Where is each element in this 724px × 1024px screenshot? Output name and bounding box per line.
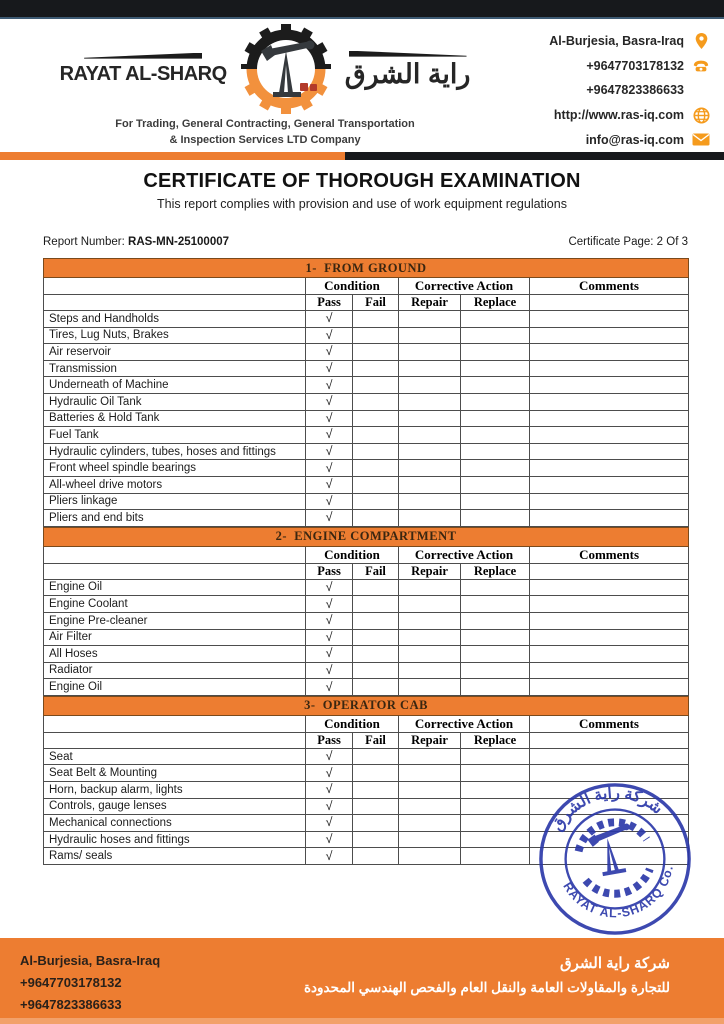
- repair-cell: [399, 410, 461, 427]
- fail-cell: [353, 327, 399, 344]
- fail-cell: [353, 410, 399, 427]
- pass-checkmark-cell: √: [306, 815, 353, 832]
- item-name: Hydraulic cylinders, tubes, hoses and fittings: [44, 443, 306, 460]
- repair-cell: [399, 493, 461, 510]
- comment-cell: [530, 493, 689, 510]
- company-tagline: [115, 117, 415, 148]
- item-name: Fuel Tank: [44, 427, 306, 444]
- contact-website[interactable]: [554, 103, 710, 128]
- repair-cell: [399, 344, 461, 361]
- inspection-row: [44, 765, 689, 782]
- replace-cell: [461, 410, 530, 427]
- fail-cell: [353, 311, 399, 328]
- section-banner: 1- FROM GROUND: [44, 259, 689, 278]
- phone1-text: +9647703178132: [586, 58, 684, 73]
- pass-checkmark-cell: √: [306, 679, 353, 696]
- report-meta-row: [43, 236, 688, 248]
- replace-cell: [461, 510, 530, 527]
- item-name: Underneath of Machine: [44, 377, 306, 394]
- condition-header: Condition: [306, 715, 399, 732]
- replace-cell: [461, 831, 530, 848]
- footer-contact-block: [0, 938, 160, 1024]
- item-name: Tires, Lug Nuts, Brakes: [44, 327, 306, 344]
- comments-subheader-cell: [530, 295, 689, 311]
- email-text[interactable]: info@ras-iq.com: [585, 132, 684, 147]
- item-name: Mechanical connections: [44, 815, 306, 832]
- comment-cell: [530, 410, 689, 427]
- envelope-icon: [692, 131, 710, 149]
- repair-cell: [399, 377, 461, 394]
- comments-header: Comments: [530, 546, 689, 563]
- repair-cell: [399, 815, 461, 832]
- phone-icon: [692, 57, 710, 75]
- replace-cell: [461, 798, 530, 815]
- inspection-row: [44, 579, 689, 596]
- pass-checkmark-cell: √: [306, 311, 353, 328]
- inspection-row: [44, 748, 689, 765]
- fail-cell: [353, 493, 399, 510]
- replace-cell: [461, 360, 530, 377]
- footer-arabic-block: [160, 938, 724, 1024]
- fail-cell: [353, 476, 399, 493]
- fail-cell: [353, 662, 399, 679]
- item-name: Radiator: [44, 662, 306, 679]
- pass-checkmark-cell: √: [306, 596, 353, 613]
- fail-cell: [353, 748, 399, 765]
- repair-header: Repair: [399, 563, 461, 579]
- pass-checkmark-cell: √: [306, 360, 353, 377]
- fail-cell: [353, 596, 399, 613]
- item-name: Engine Oil: [44, 579, 306, 596]
- page-title: CERTIFICATE OF THOROUGH EXAMINATION: [143, 170, 581, 192]
- pass-checkmark-cell: √: [306, 510, 353, 527]
- corrective-action-header: Corrective Action: [399, 278, 530, 295]
- item-name: Pliers and end bits: [44, 510, 306, 527]
- fail-cell: [353, 798, 399, 815]
- replace-cell: [461, 327, 530, 344]
- replace-cell: [461, 646, 530, 663]
- item-name: Batteries & Hold Tank: [44, 410, 306, 427]
- comment-cell: [530, 360, 689, 377]
- comment-cell: [530, 311, 689, 328]
- inspection-row: [44, 646, 689, 663]
- footer-phone-1: +9647703178132: [20, 975, 122, 990]
- comment-cell: [530, 679, 689, 696]
- page-subtitle: This report complies with provision and use of work equipment regulations: [157, 197, 567, 211]
- inspection-section-table: [43, 258, 689, 527]
- inspection-row: [44, 629, 689, 646]
- fail-cell: [353, 377, 399, 394]
- inspection-row: [44, 460, 689, 477]
- inspection-row: [44, 679, 689, 696]
- item-subheader-cell: [44, 732, 306, 748]
- logo-swoosh-right: [349, 51, 467, 57]
- pass-header: Pass: [306, 563, 353, 579]
- contact-address: [549, 29, 710, 54]
- certificate-page-indicator: [568, 236, 688, 248]
- contact-phone-2: [586, 78, 710, 103]
- inspection-row: [44, 493, 689, 510]
- repair-cell: [399, 831, 461, 848]
- footer: [0, 938, 724, 1024]
- fail-header: Fail: [353, 563, 399, 579]
- item-name: Seat Belt & Mounting: [44, 765, 306, 782]
- inspection-row: [44, 410, 689, 427]
- replace-cell: [461, 460, 530, 477]
- report-number-label: Report Number:: [43, 236, 125, 248]
- inspection-row: [44, 427, 689, 444]
- section-banner: 2- ENGINE COMPARTMENT: [44, 527, 689, 546]
- company-logo: [0, 19, 500, 152]
- item-name: Air reservoir: [44, 344, 306, 361]
- fail-cell: [353, 815, 399, 832]
- comment-cell: [530, 629, 689, 646]
- footer-phone-2: +9647823386633: [20, 997, 122, 1012]
- report-number: [43, 236, 229, 248]
- inspection-row: [44, 393, 689, 410]
- condition-header: Condition: [306, 546, 399, 563]
- repair-cell: [399, 848, 461, 865]
- item-name: Rams/ seals: [44, 848, 306, 865]
- replace-cell: [461, 443, 530, 460]
- pass-checkmark-cell: √: [306, 748, 353, 765]
- repair-cell: [399, 476, 461, 493]
- footer-address: Al-Burjesia, Basra-Iraq: [20, 953, 161, 968]
- replace-cell: [461, 748, 530, 765]
- item-header-cell: [44, 546, 306, 563]
- repair-cell: [399, 393, 461, 410]
- replace-cell: [461, 311, 530, 328]
- comments-subheader-cell: [530, 732, 689, 748]
- contact-phone-1: [586, 54, 710, 79]
- repair-cell: [399, 765, 461, 782]
- logo-left-side: [60, 53, 227, 86]
- repair-cell: [399, 782, 461, 799]
- comment-cell: [530, 612, 689, 629]
- item-header-cell: [44, 278, 306, 295]
- repair-cell: [399, 646, 461, 663]
- item-name: Engine Oil: [44, 679, 306, 696]
- tagline-line-1: For Trading, General Contracting, General Transportation: [115, 118, 415, 131]
- address-text: Al-Burjesia, Basra-Iraq: [549, 34, 684, 49]
- pass-checkmark-cell: √: [306, 646, 353, 663]
- contact-email[interactable]: [586, 127, 710, 152]
- divider-bar: [0, 152, 724, 160]
- repair-cell: [399, 360, 461, 377]
- repair-cell: [399, 443, 461, 460]
- fail-cell: [353, 782, 399, 799]
- inspection-row: [44, 510, 689, 527]
- fail-cell: [353, 629, 399, 646]
- location-pin-icon: [692, 32, 710, 50]
- pass-checkmark-cell: √: [306, 377, 353, 394]
- inspection-table: [43, 258, 688, 865]
- fail-cell: [353, 831, 399, 848]
- fail-cell: [353, 443, 399, 460]
- inspection-section-table: [43, 527, 689, 696]
- inspection-row: [44, 360, 689, 377]
- pass-checkmark-cell: √: [306, 443, 353, 460]
- pass-checkmark-cell: √: [306, 579, 353, 596]
- inspection-row: [44, 327, 689, 344]
- repair-cell: [399, 629, 461, 646]
- pass-checkmark-cell: √: [306, 612, 353, 629]
- repair-cell: [399, 427, 461, 444]
- pass-checkmark-cell: √: [306, 493, 353, 510]
- pass-header: Pass: [306, 732, 353, 748]
- item-name: Horn, backup alarm, lights: [44, 782, 306, 799]
- repair-cell: [399, 510, 461, 527]
- inspection-row: [44, 443, 689, 460]
- fail-cell: [353, 765, 399, 782]
- comment-cell: [530, 476, 689, 493]
- pass-checkmark-cell: √: [306, 393, 353, 410]
- item-name: Engine Coolant: [44, 596, 306, 613]
- pass-checkmark-cell: √: [306, 831, 353, 848]
- item-name: Front wheel spindle bearings: [44, 460, 306, 477]
- replace-cell: [461, 662, 530, 679]
- comment-cell: [530, 443, 689, 460]
- section-banner: 3- OPERATOR CAB: [44, 696, 689, 715]
- repair-cell: [399, 662, 461, 679]
- logo-swoosh-left: [84, 53, 202, 59]
- comment-cell: [530, 344, 689, 361]
- fail-cell: [353, 393, 399, 410]
- replace-header: Replace: [461, 295, 530, 311]
- fail-cell: [353, 679, 399, 696]
- item-name: All-wheel drive motors: [44, 476, 306, 493]
- tagline-line-2: & Inspection Services LTD Company: [169, 133, 361, 146]
- logo-row: [60, 23, 471, 115]
- stamp-english-text: RAYAT AL-SHARQ Co.: [560, 864, 676, 921]
- comment-cell: [530, 510, 689, 527]
- comment-cell: [530, 393, 689, 410]
- company-stamp: [523, 767, 706, 950]
- replace-cell: [461, 393, 530, 410]
- logo-right-side: [345, 51, 471, 88]
- replace-cell: [461, 629, 530, 646]
- item-name: Steps and Handholds: [44, 311, 306, 328]
- item-header-cell: [44, 715, 306, 732]
- repair-cell: [399, 798, 461, 815]
- replace-cell: [461, 782, 530, 799]
- comment-cell: [530, 377, 689, 394]
- pass-checkmark-cell: √: [306, 848, 353, 865]
- repair-cell: [399, 460, 461, 477]
- pass-header: Pass: [306, 295, 353, 311]
- repair-header: Repair: [399, 732, 461, 748]
- item-name: Transmission: [44, 360, 306, 377]
- pass-checkmark-cell: √: [306, 476, 353, 493]
- replace-cell: [461, 377, 530, 394]
- comments-header: Comments: [530, 715, 689, 732]
- company-name-arabic: راية الشرق: [344, 58, 471, 89]
- item-name: Pliers linkage: [44, 493, 306, 510]
- item-name: Air Filter: [44, 629, 306, 646]
- replace-cell: [461, 848, 530, 865]
- inspection-row: [44, 344, 689, 361]
- comments-header: Comments: [530, 278, 689, 295]
- inspection-row: [44, 311, 689, 328]
- inspection-row: [44, 476, 689, 493]
- stamp-arabic-text: شركة راية الشرق: [548, 784, 666, 835]
- item-name: Seat: [44, 748, 306, 765]
- report-number-value: RAS-MN-25100007: [128, 236, 230, 248]
- pass-checkmark-cell: √: [306, 327, 353, 344]
- corrective-action-header: Corrective Action: [399, 715, 530, 732]
- item-name: Engine Pre-cleaner: [44, 612, 306, 629]
- item-name: All Hoses: [44, 646, 306, 663]
- certificate-page-label: Certificate Page:: [568, 236, 654, 248]
- replace-cell: [461, 815, 530, 832]
- comment-cell: [530, 662, 689, 679]
- replace-header: Replace: [461, 563, 530, 579]
- fail-cell: [353, 510, 399, 527]
- fail-cell: [353, 612, 399, 629]
- comment-cell: [530, 748, 689, 765]
- fail-cell: [353, 460, 399, 477]
- item-name: Controls, gauge lenses: [44, 798, 306, 815]
- pass-checkmark-cell: √: [306, 662, 353, 679]
- corrective-action-header: Corrective Action: [399, 546, 530, 563]
- divider-orange-segment: [0, 152, 345, 160]
- pass-checkmark-cell: √: [306, 410, 353, 427]
- replace-cell: [461, 344, 530, 361]
- condition-header: Condition: [306, 278, 399, 295]
- fail-cell: [353, 427, 399, 444]
- pass-checkmark-cell: √: [306, 629, 353, 646]
- repair-cell: [399, 596, 461, 613]
- fail-cell: [353, 646, 399, 663]
- pass-checkmark-cell: √: [306, 427, 353, 444]
- pass-checkmark-cell: √: [306, 765, 353, 782]
- repair-cell: [399, 748, 461, 765]
- pass-checkmark-cell: √: [306, 344, 353, 361]
- website-text[interactable]: http://www.ras-iq.com: [553, 108, 684, 123]
- comment-cell: [530, 596, 689, 613]
- inspection-row: [44, 612, 689, 629]
- comment-cell: [530, 327, 689, 344]
- replace-cell: [461, 679, 530, 696]
- fail-cell: [353, 848, 399, 865]
- stamp-gear-pumpjack: [575, 817, 655, 899]
- fail-cell: [353, 344, 399, 361]
- fail-cell: [353, 360, 399, 377]
- item-subheader-cell: [44, 295, 306, 311]
- comment-cell: [530, 460, 689, 477]
- inspection-row: [44, 377, 689, 394]
- replace-cell: [461, 476, 530, 493]
- inspection-row: [44, 662, 689, 679]
- repair-cell: [399, 579, 461, 596]
- phone2-text: +9647823386633: [586, 83, 684, 98]
- comment-cell: [530, 646, 689, 663]
- company-name-english: RAYAT AL-SHARQ: [59, 62, 227, 85]
- certificate-page-value: 2 Of 3: [656, 236, 688, 248]
- contact-info: [500, 19, 724, 152]
- footer-description-arabic: للتجارة والمقاولات العامة والنقل العام والفحص الهندسي المحدودة: [303, 980, 670, 995]
- pass-checkmark-cell: √: [306, 782, 353, 799]
- top-black-bar: [0, 0, 724, 19]
- repair-header: Repair: [399, 295, 461, 311]
- replace-cell: [461, 427, 530, 444]
- repair-cell: [399, 311, 461, 328]
- replace-cell: [461, 765, 530, 782]
- replace-cell: [461, 579, 530, 596]
- replace-cell: [461, 493, 530, 510]
- replace-header: Replace: [461, 732, 530, 748]
- pass-checkmark-cell: √: [306, 798, 353, 815]
- globe-icon: [692, 106, 710, 124]
- gear-pumpjack-logo-icon: [227, 21, 345, 117]
- item-subheader-cell: [44, 563, 306, 579]
- item-name: Hydraulic Oil Tank: [44, 393, 306, 410]
- item-name: Hydraulic hoses and fittings: [44, 831, 306, 848]
- comment-cell: [530, 579, 689, 596]
- repair-cell: [399, 612, 461, 629]
- inspection-row: [44, 596, 689, 613]
- replace-cell: [461, 596, 530, 613]
- comments-subheader-cell: [530, 563, 689, 579]
- repair-cell: [399, 679, 461, 696]
- header: [0, 19, 724, 152]
- comment-cell: [530, 427, 689, 444]
- fail-cell: [353, 579, 399, 596]
- footer-company-arabic: شركة راية الشرق: [559, 955, 670, 972]
- pass-checkmark-cell: √: [306, 460, 353, 477]
- replace-cell: [461, 612, 530, 629]
- divider-black-segment: [345, 152, 724, 160]
- repair-cell: [399, 327, 461, 344]
- fail-header: Fail: [353, 732, 399, 748]
- fail-header: Fail: [353, 295, 399, 311]
